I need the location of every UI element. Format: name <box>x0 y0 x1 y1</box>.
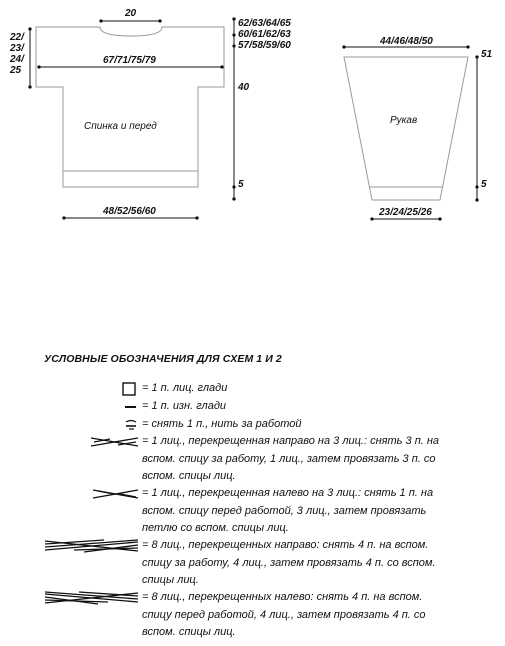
legend-item-text: = 1 п. лиц. глади <box>142 382 228 394</box>
body-height-label: 40 <box>238 82 250 93</box>
sleeve-top-width-label: 44/46/48/50 <box>380 36 433 47</box>
chest-width-label: 67/71/75/79 <box>103 55 156 66</box>
cuff-width-label: 23/24/25/26 <box>379 207 432 218</box>
neck-width-label: 20 <box>125 8 137 19</box>
side-label-3: 24/ <box>10 54 24 65</box>
legend-item-text: = 8 лиц., перекрещенных направо: снять 4 п. на вспом. спицу за работу, 4 лиц., затем провязать 4 п. со вспом. спицы лиц. <box>142 539 436 586</box>
side-label-1: 22/ <box>10 32 24 43</box>
side-label-2: 23/ <box>10 43 24 54</box>
legend-title: УСЛОВНЫЕ ОБОЗНАЧЕНИЯ ДЛЯ СХЕМ 1 И 2 <box>44 353 282 365</box>
cuff-height-label: 5 <box>481 179 487 190</box>
body-piece-label: Спинка и перед <box>84 121 157 132</box>
legend-item-text: = 1 лиц., перекрещенная налево на 3 лиц.: снять 1 п. на вспом. спицу перед работой, 3 лиц., затем провязать петлю со вспом. спицы лиц. <box>142 487 434 534</box>
cross-right-8-icon <box>44 539 140 553</box>
shoulder-heights-1: 62/63/64/65 <box>238 18 291 29</box>
hem-height-label: 5 <box>238 179 244 190</box>
sleeve-outline <box>344 57 468 200</box>
cross-left-8-icon <box>44 591 140 605</box>
legend-item-text: = 8 лиц., перекрещенных налево: снять 4 п. на вспом. спицу перед работой, 4 лиц., затем провязать 4 п. со вспом. спицы лиц. <box>142 591 426 638</box>
body-outline <box>36 27 224 187</box>
hem-width-label: 48/52/56/60 <box>103 206 156 217</box>
garment-schematic <box>0 0 505 230</box>
shoulder-heights-2: 60/61/62/63 <box>238 29 291 40</box>
legend-item-text: = 1 п. изн. глади <box>142 400 227 412</box>
legend-item-text: = снять 1 п., нить за работой <box>142 418 302 430</box>
legend-item-text: = 1 лиц., перекрещенная направо на 3 лиц.: снять 3 п. на вспом. спицу за работу, 1 лиц., затем провязать 3 п. со вспом. спицы лиц. <box>142 435 440 482</box>
side-label-4: 25 <box>10 65 22 76</box>
empty-square-icon <box>122 382 136 396</box>
cross-left-3-icon <box>92 487 140 501</box>
sleeve-length-label: 51 <box>481 49 493 60</box>
slip-stitch-icon <box>124 418 138 432</box>
cross-right-3-icon <box>90 435 140 449</box>
dash-icon <box>125 403 137 411</box>
sleeve-piece-label: Рукав <box>390 115 418 126</box>
shoulder-heights-3: 57/58/59/60 <box>238 40 291 51</box>
